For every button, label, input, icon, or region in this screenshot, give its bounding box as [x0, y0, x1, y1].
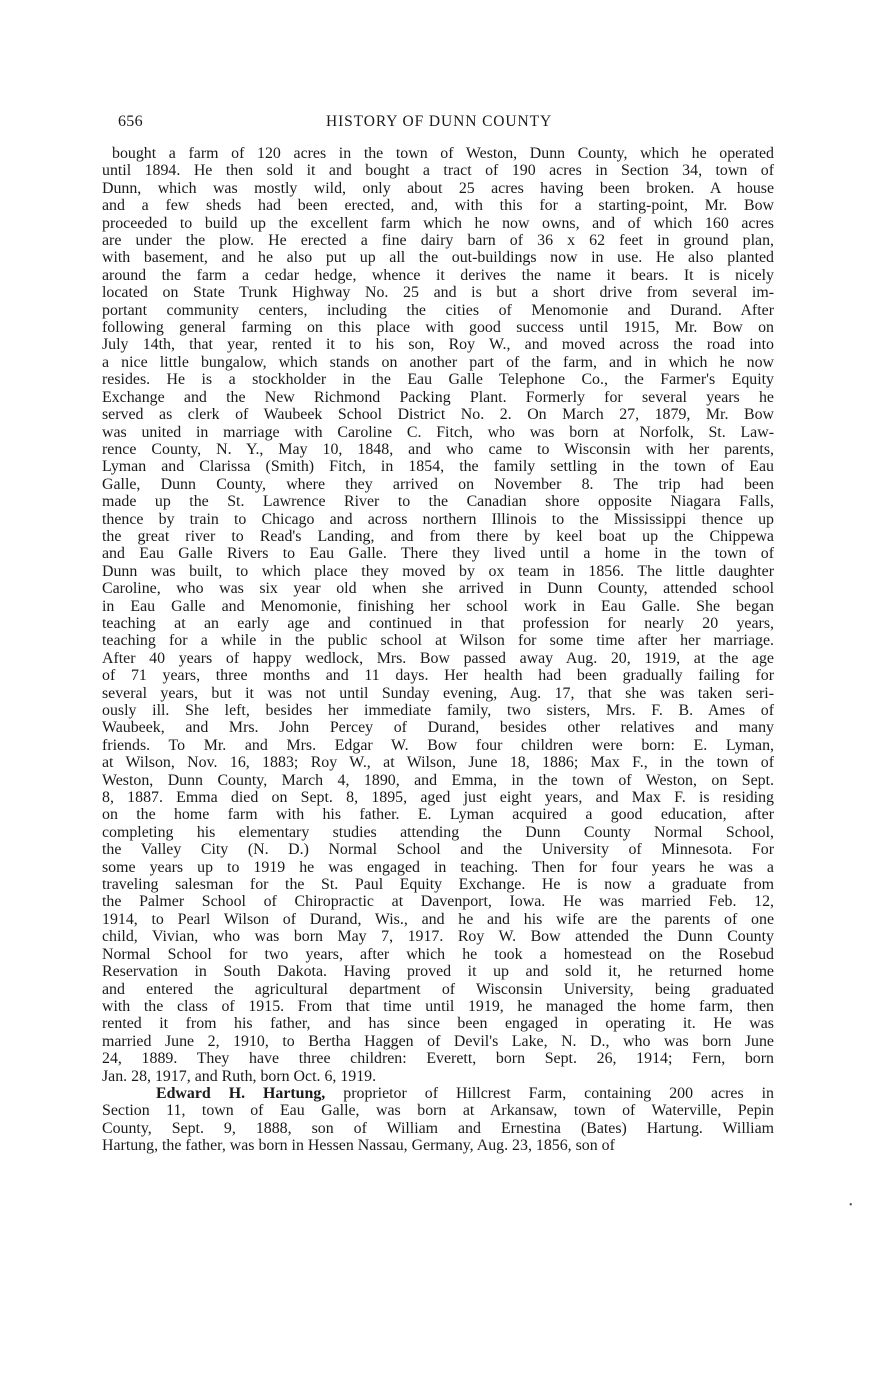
text-line: and entered the agricultural department of Wisconsin University, being graduated: [102, 980, 774, 998]
text-line: teaching for a while in the public school at Wilson for some time after her marriage.: [102, 632, 774, 650]
page-header: [118, 113, 776, 135]
page-number: 656: [118, 113, 143, 130]
text-line: with basement, and he also put up all the out-buildings now in use. He also planted: [102, 249, 774, 267]
text-line: rence County, N. Y., May 10, 1848, and who came to Wisconsin with her parents,: [102, 440, 774, 458]
text-line: the great river to Read's Landing, and from there by keel boat up the Chippewa: [102, 527, 774, 545]
text-line: bought a farm of 120 acres in the town of Weston, Dunn County, which he operated: [112, 145, 774, 162]
text-line: at Wilson, Nov. 16, 1883; Roy W., at Wilson, June 18, 1886; Max F., in the town of: [102, 754, 774, 772]
text-line: of 71 years, three months and 11 days. Her health had been gradually failing for: [102, 667, 774, 685]
text-line: Dunn was built, to which place they moved by ox team in 1856. The little daughter: [102, 562, 774, 580]
text-line: teaching at an early age and continued in that profession for nearly 20 years,: [102, 614, 774, 632]
margin-mark: •: [849, 1200, 853, 1211]
text-line: After 40 years of happy wedlock, Mrs. Bow passed away Aug. 20, 1919, at the age: [102, 649, 774, 667]
text-line: child, Vivian, who was born May 7, 1917. Roy W. Bow attended the Dunn County: [102, 928, 774, 946]
page-body: [102, 145, 774, 1155]
text-line: portant community centers, including the cities of Menomonie and Durand. After: [102, 301, 774, 319]
text-line: and a few sheds had been erected, and, with this for a starting-point, Mr. Bow: [102, 197, 774, 215]
text-line: Jan. 28, 1917, and Ruth, born Oct. 6, 1919.: [102, 1067, 377, 1085]
text-line: was united in marriage with Caroline C. Fitch, who was born at Norfolk, St. Law-: [102, 423, 774, 441]
text-line: rented it from his father, and has since been engaged in operating it. He was: [102, 1015, 774, 1033]
text-line: 1914, to Pearl Wilson of Durand, Wis., and he and his wife are the parents of one: [102, 910, 774, 928]
text-line: thence by train to Chicago and across northern Illinois to the Mississippi thence up: [102, 510, 774, 528]
text-line: Hartung, the father, was born in Hessen Nassau, Germany, Aug. 23, 1856, son of: [102, 1137, 615, 1155]
text-fragment: proprietor of Hillcrest Farm, containing 200 acres in: [325, 1084, 774, 1102]
text-line: some years up to 1919 he was engaged in teaching. Then for four years he was a: [102, 858, 774, 876]
text-line: the Valley City (N. D.) Normal School and the University of Minnesota. For: [102, 841, 774, 859]
text-line: and Eau Galle Rivers to Eau Galle. There they lived until a home in the town of: [102, 545, 774, 563]
text-line: in Eau Galle and Menomonie, finishing her school work in Eau Galle. She began: [102, 597, 774, 615]
text-line: completing his elementary studies attending the Dunn County Normal School,: [102, 823, 774, 841]
text-line: made up the St. Lawrence River to the Canadian shore opposite Niagara Falls,: [102, 493, 774, 511]
text-line: Caroline, who was six year old when she arrived in Dunn County, attended school: [102, 580, 774, 598]
text-line: Section 11, town of Eau Galle, was born at Arkansaw, town of Waterville, Pepin: [102, 1102, 774, 1120]
paragraph-hartung: [102, 1085, 774, 1155]
text-line: Exchange and the New Richmond Packing Plant. Formerly for several years he: [102, 388, 774, 406]
text-line: until 1894. He then sold it and bought a tract of 190 acres in Section 34, town of: [102, 162, 774, 180]
text-line: County, Sept. 9, 1888, son of William and Ernestina (Bates) Hartung. William: [102, 1119, 774, 1137]
text-line: traveling salesman for the St. Paul Equity Exchange. He is now a graduate from: [102, 876, 774, 894]
text-line: located on State Trunk Highway No. 25 and is but a short drive from several im-: [102, 284, 774, 302]
text-line: Weston, Dunn County, March 4, 1890, and Emma, in the town of Weston, on Sept.: [102, 771, 774, 789]
text-line: around the farm a cedar hedge, whence it derives the name it bears. It is nicely: [102, 266, 774, 284]
text-line: Lyman and Clarissa (Smith) Fitch, in 1854, the family settling in the town of Eau: [102, 458, 774, 476]
text-line: [102, 1085, 774, 1102]
text-line: proceeded to build up the excellent farm which he now owns, and of which 160 acres: [102, 214, 774, 232]
text-line: Dunn, which was mostly wild, only about 25 acres having been broken. A house: [102, 179, 774, 197]
text-line: a nice little bungalow, which stands on another part of the farm, and in which he now: [102, 353, 774, 371]
text-line: resides. He is a stockholder in the Eau Galle Telephone Co., the Farmer's Equity: [102, 371, 774, 389]
text-line: July 14th, that year, rented it to his son, Roy W., and moved across the road into: [102, 336, 774, 354]
person-name: Edward H. Hartung,: [156, 1084, 326, 1102]
text-line: are under the plow. He erected a fine dairy barn of 36 x 62 feet in ground plan,: [102, 232, 774, 250]
text-line: with the class of 1915. From that time until 1919, he managed the home farm, then: [102, 997, 774, 1015]
text-line: following general farming on this place with good success until 1915, Mr. Bow on: [102, 319, 774, 337]
text-line: 24, 1889. They have three children: Everett, born Sept. 26, 1914; Fern, born: [102, 1050, 774, 1068]
text-line: friends. To Mr. and Mrs. Edgar W. Bow four children were born: E. Lyman,: [102, 736, 774, 754]
text-line: served as clerk of Waubeek School District No. 2. On March 27, 1879, Mr. Bow: [102, 406, 774, 424]
text-line: 8, 1887. Emma died on Sept. 8, 1895, aged just eight years, and Max F. is residing: [102, 789, 774, 807]
text-line: several years, but it was not until Sunday evening, Aug. 17, that she was taken seri-: [102, 684, 774, 702]
running-head: HISTORY OF DUNN COUNTY: [326, 113, 553, 130]
paragraph-bow-family: [102, 145, 774, 1085]
text-line: married June 2, 1910, to Bertha Haggen of Devil's Lake, N. D., who was born June: [102, 1032, 774, 1050]
text-line: Reservation in South Dakota. Having proved it up and sold it, he returned home: [102, 963, 774, 981]
text-line: on the home farm with his father. E. Lyman acquired a good education, after: [102, 806, 774, 824]
text-line: ously ill. She left, besides her immediate family, two sisters, Mrs. F. B. Ames of: [102, 702, 774, 719]
text-line: Galle, Dunn County, where they arrived on November 8. The trip had been: [102, 475, 774, 493]
text-line: Normal School for two years, after which he took a homestead on the Rosebud: [102, 945, 774, 963]
text-line: Waubeek, and Mrs. John Percey of Durand, besides other relatives and many: [102, 719, 774, 737]
text-line: the Palmer School of Chiropractic at Davenport, Iowa. He was married Feb. 12,: [102, 893, 774, 911]
